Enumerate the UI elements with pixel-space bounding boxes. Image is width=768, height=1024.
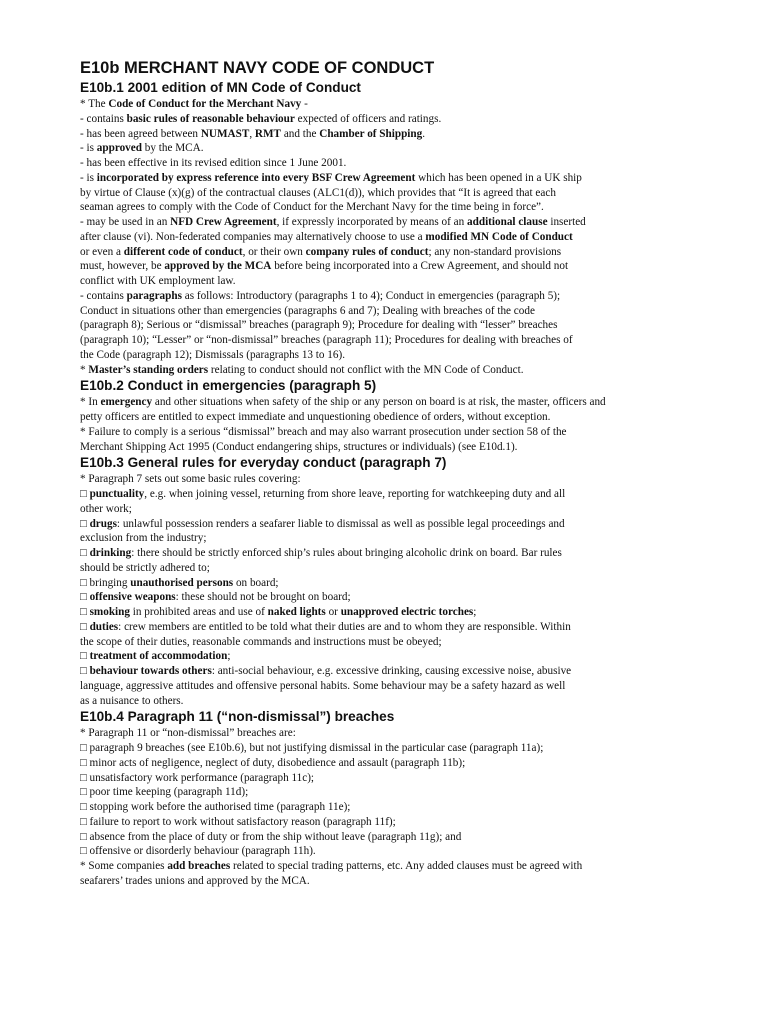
text-line: [80, 230, 680, 245]
text-run: : these should not be brought on board;: [175, 591, 351, 604]
text-line: [80, 785, 680, 800]
bold-term: different code of conduct: [123, 245, 243, 258]
text-run: ;: [473, 606, 477, 618]
text-run: the Code (paragraph 12); Dismissals (paragraphs 13 to 16).: [80, 348, 346, 361]
section-heading: E10b.4 Paragraph 11 (“non-dismissal”) breaches: [80, 709, 395, 725]
bold-term: punctuality: [89, 488, 145, 500]
bold-term: NUMAST: [200, 127, 250, 140]
text-line: [80, 304, 680, 319]
text-line: [80, 679, 680, 694]
text-line: [80, 800, 680, 815]
text-run: , or their own: [242, 245, 306, 258]
text-run: □ unsatisfactory work performance (paragraph 11c);: [80, 771, 315, 784]
text-line: [80, 348, 680, 363]
bold-term: add breaches: [167, 860, 231, 872]
text-line: [80, 815, 680, 830]
text-run: □ absence from the place of duty or from the ship without leave (paragraph 11g); and: [80, 830, 462, 843]
text-run: □: [80, 606, 90, 618]
bold-term: smoking: [89, 606, 130, 618]
text-run: after clause (vi). Non-federated companies may alternatively choose to use a: [80, 230, 426, 243]
text-run: ,: [249, 127, 255, 140]
bold-term: treatment of accommodation: [89, 650, 228, 663]
bold-term: unapproved electric torches: [340, 606, 474, 618]
text-run: petty officers are entitled to expect immediate and unquestioning obedience of orders, without exception.: [80, 411, 551, 423]
text-run: (paragraph 8); Serious or “dismissal” breaches (paragraph 9); Procedure for dealing with “lesser” breaches: [80, 319, 558, 332]
text-line: [80, 605, 680, 620]
bold-term: modified MN Code of Conduct: [425, 230, 573, 243]
bold-term: company rules of conduct: [305, 245, 429, 258]
text-line: [80, 664, 680, 679]
text-run: - is: [80, 142, 97, 155]
text-run: the scope of their duties, reasonable commands and instructions must be obeyed;: [80, 635, 442, 648]
text-run: : crew members are entitled to be told what their duties are and to whom they are responsible. Within: [118, 620, 571, 633]
text-run: * In: [80, 396, 101, 409]
text-run: .: [422, 127, 426, 140]
text-run: * Paragraph 7 sets out some basic rules covering:: [80, 473, 301, 486]
document-page: [80, 58, 680, 889]
text-run: on board;: [233, 576, 279, 589]
text-run: □: [80, 665, 90, 677]
text-run: seafarers’ trades unions and approved by the MCA.: [80, 874, 310, 887]
bold-term: duties: [89, 620, 119, 633]
text-line: [80, 200, 680, 215]
text-run: expected of officers and ratings.: [294, 112, 442, 125]
text-run: Merchant Shipping Act 1995 (Conduct endangering ships, structures or individuals) (see E10d.1).: [80, 440, 518, 453]
bold-term: Chamber of Shipping: [319, 127, 423, 140]
text-run: □ paragraph 9 breaches (see E10b.6), but not justifying dismissal in the particular case (paragraph 11a);: [80, 742, 544, 754]
text-line: [80, 694, 680, 709]
section: [80, 377, 680, 454]
text-run: language, aggressive attitudes and offensive personal habits. Some behaviour may be a safety hazard as well: [80, 679, 566, 692]
text-run: □: [80, 650, 90, 663]
bold-term: RMT: [254, 127, 282, 140]
section: [80, 454, 680, 708]
bold-term: approved by the MCA: [164, 260, 272, 273]
bold-term: Code of Conduct for the Merchant Navy: [108, 98, 302, 110]
bold-term: naked lights: [267, 606, 326, 618]
text-line: [80, 156, 680, 171]
text-run: * Paragraph 11 or “non-dismissal” breaches are:: [80, 727, 296, 740]
section-heading: E10b.3 General rules for everyday conduct (paragraph 7): [80, 455, 447, 471]
text-line: [80, 410, 680, 425]
bold-term: behaviour towards others: [89, 665, 212, 677]
document-body: [80, 79, 680, 889]
text-run: *: [80, 363, 89, 376]
text-run: □ offensive or disorderly behaviour (paragraph 11h).: [80, 845, 316, 858]
text-run: - may be used in an: [80, 216, 171, 228]
text-run: by virtue of Clause (x)(g) of the contractual clauses (ALC1(d)), which provides that “It is agreed that each: [80, 186, 556, 199]
text-run: , if expressly incorporated by means of an: [276, 216, 468, 228]
text-run: related to special trading patterns, etc. Any added clauses must be agreed with: [230, 860, 583, 872]
text-line: [80, 531, 680, 546]
text-line: [80, 859, 680, 874]
text-run: □: [80, 488, 90, 500]
document-title: E10b MERCHANT NAVY CODE OF CONDUCT: [80, 59, 435, 77]
text-run: - has been agreed between: [80, 127, 201, 140]
text-run: ;: [227, 650, 231, 663]
text-run: or even a: [80, 245, 124, 258]
text-line: [80, 830, 680, 845]
text-run: Conduct in situations other than emergencies (paragraphs 6 and 7); Dealing with breaches of the code: [80, 304, 535, 317]
text-run: (paragraph 10); “Lesser” or “non-dismissal” breaches (paragraph 11); Procedures for dealing with breaches of: [80, 334, 573, 346]
text-line: [80, 289, 680, 304]
text-run: , e.g. when joining vessel, returning from shore leave, reporting for watchkeeping duty and all: [144, 488, 566, 500]
bold-term: incorporated by express reference into every BSF Crew Agreement: [96, 171, 416, 184]
text-run: : anti-social behaviour, e.g. excessive drinking, causing excessive noise, abusive: [211, 665, 572, 677]
text-run: in prohibited areas and use of: [129, 606, 268, 618]
text-run: should be strictly adhered to;: [80, 561, 210, 574]
text-line: [80, 215, 680, 230]
section-heading: E10b.1 2001 edition of MN Code of Conduct: [80, 80, 361, 95]
text-line: [80, 546, 680, 561]
text-run: □: [80, 547, 90, 559]
text-line: [80, 874, 680, 889]
text-run: ; any non-standard provisions: [428, 245, 562, 258]
text-line: [80, 620, 680, 635]
text-line: [80, 259, 680, 274]
text-run: □ stopping work before the authorised time (paragraph 11e);: [80, 801, 351, 813]
text-run: as follows: Introductory (paragraphs 1 to 4); Conduct in emergencies (paragraph 5);: [181, 289, 561, 302]
bold-term: additional clause: [467, 216, 548, 228]
text-run: and the: [281, 127, 320, 140]
section-heading: E10b.2 Conduct in emergencies (paragraph 5): [80, 378, 377, 394]
bold-term: NFD Crew Agreement: [170, 216, 277, 228]
text-run: before being incorporated into a Crew Agreement, and should not: [271, 260, 569, 273]
text-line: [80, 576, 680, 591]
text-run: - contains: [80, 112, 127, 125]
text-run: : there should be strictly enforced ship’s rules about bringing alcoholic drink on board. Bar rules: [131, 547, 562, 559]
text-line: [80, 112, 680, 127]
text-run: by the MCA.: [141, 142, 204, 155]
text-line: [80, 127, 680, 142]
text-run: as a nuisance to others.: [80, 694, 184, 707]
text-line: [80, 502, 680, 517]
text-run: □: [80, 517, 90, 530]
text-line: [80, 472, 680, 487]
text-line: [80, 141, 680, 156]
text-line: [80, 756, 680, 771]
text-run: and other situations when safety of the ship or any person on board is at risk, the master, officers and: [152, 396, 606, 409]
text-line: [80, 440, 680, 455]
text-line: [80, 517, 680, 532]
text-run: or: [325, 606, 341, 618]
section: [80, 79, 680, 377]
text-run: exclusion from the industry;: [80, 532, 207, 545]
bold-term: unauthorised persons: [130, 576, 234, 589]
text-run: □ minor acts of negligence, neglect of duty, disobedience and assault (paragraph 11b);: [80, 756, 466, 769]
text-run: which has been opened in a UK ship: [415, 171, 582, 184]
text-run: * Some companies: [80, 860, 168, 872]
text-run: □ bringing: [80, 576, 131, 589]
bold-term: emergency: [100, 396, 153, 409]
text-line: [80, 97, 680, 112]
text-run: □ poor time keeping (paragraph 11d);: [80, 786, 249, 799]
text-line: [80, 844, 680, 859]
text-line: [80, 333, 680, 348]
text-run: conflict with UK employment law.: [80, 275, 236, 287]
text-line: [80, 274, 680, 289]
text-line: [80, 771, 680, 786]
text-line: [80, 741, 680, 756]
text-run: : unlawful possession renders a seafarer liable to dismissal as well as possible legal proceedings and: [116, 517, 565, 530]
text-run: seaman agrees to comply with the Code of Conduct for the Merchant Navy for the time being in force”.: [80, 201, 544, 214]
text-run: * The: [80, 98, 109, 110]
text-run: must, however, be: [80, 260, 165, 273]
bold-term: basic rules of reasonable behaviour: [126, 112, 295, 125]
bold-term: drugs: [89, 517, 117, 530]
text-run: inserted: [547, 216, 586, 228]
text-run: - contains: [80, 289, 127, 302]
section: [80, 708, 680, 888]
text-run: * Failure to comply is a serious “dismissal” breach and may also warrant prosecution under section 58 of the: [80, 425, 567, 438]
text-run: - has been effective in its revised edition since 1 June 2001.: [80, 157, 347, 169]
text-line: [80, 726, 680, 741]
text-line: [80, 363, 680, 378]
text-line: [80, 561, 680, 576]
text-run: □: [80, 591, 90, 604]
bold-term: paragraphs: [126, 289, 182, 302]
text-line: [80, 425, 680, 440]
bold-term: drinking: [89, 547, 132, 559]
text-run: -: [301, 98, 308, 110]
text-line: [80, 635, 680, 650]
text-line: [80, 590, 680, 605]
text-line: [80, 395, 680, 410]
text-line: [80, 245, 680, 260]
text-run: □ failure to report to work without satisfactory reason (paragraph 11f);: [80, 815, 396, 828]
text-line: [80, 649, 680, 664]
text-line: [80, 171, 680, 186]
text-line: [80, 487, 680, 502]
text-run: relating to conduct should not conflict with the MN Code of Conduct.: [208, 363, 524, 376]
bold-term: offensive weapons: [89, 591, 176, 604]
text-run: □: [80, 620, 90, 633]
bold-term: Master’s standing orders: [88, 363, 209, 376]
text-run: - is: [80, 171, 97, 184]
bold-term: approved: [96, 142, 142, 155]
text-line: [80, 318, 680, 333]
text-line: [80, 186, 680, 201]
text-run: other work;: [80, 502, 132, 515]
